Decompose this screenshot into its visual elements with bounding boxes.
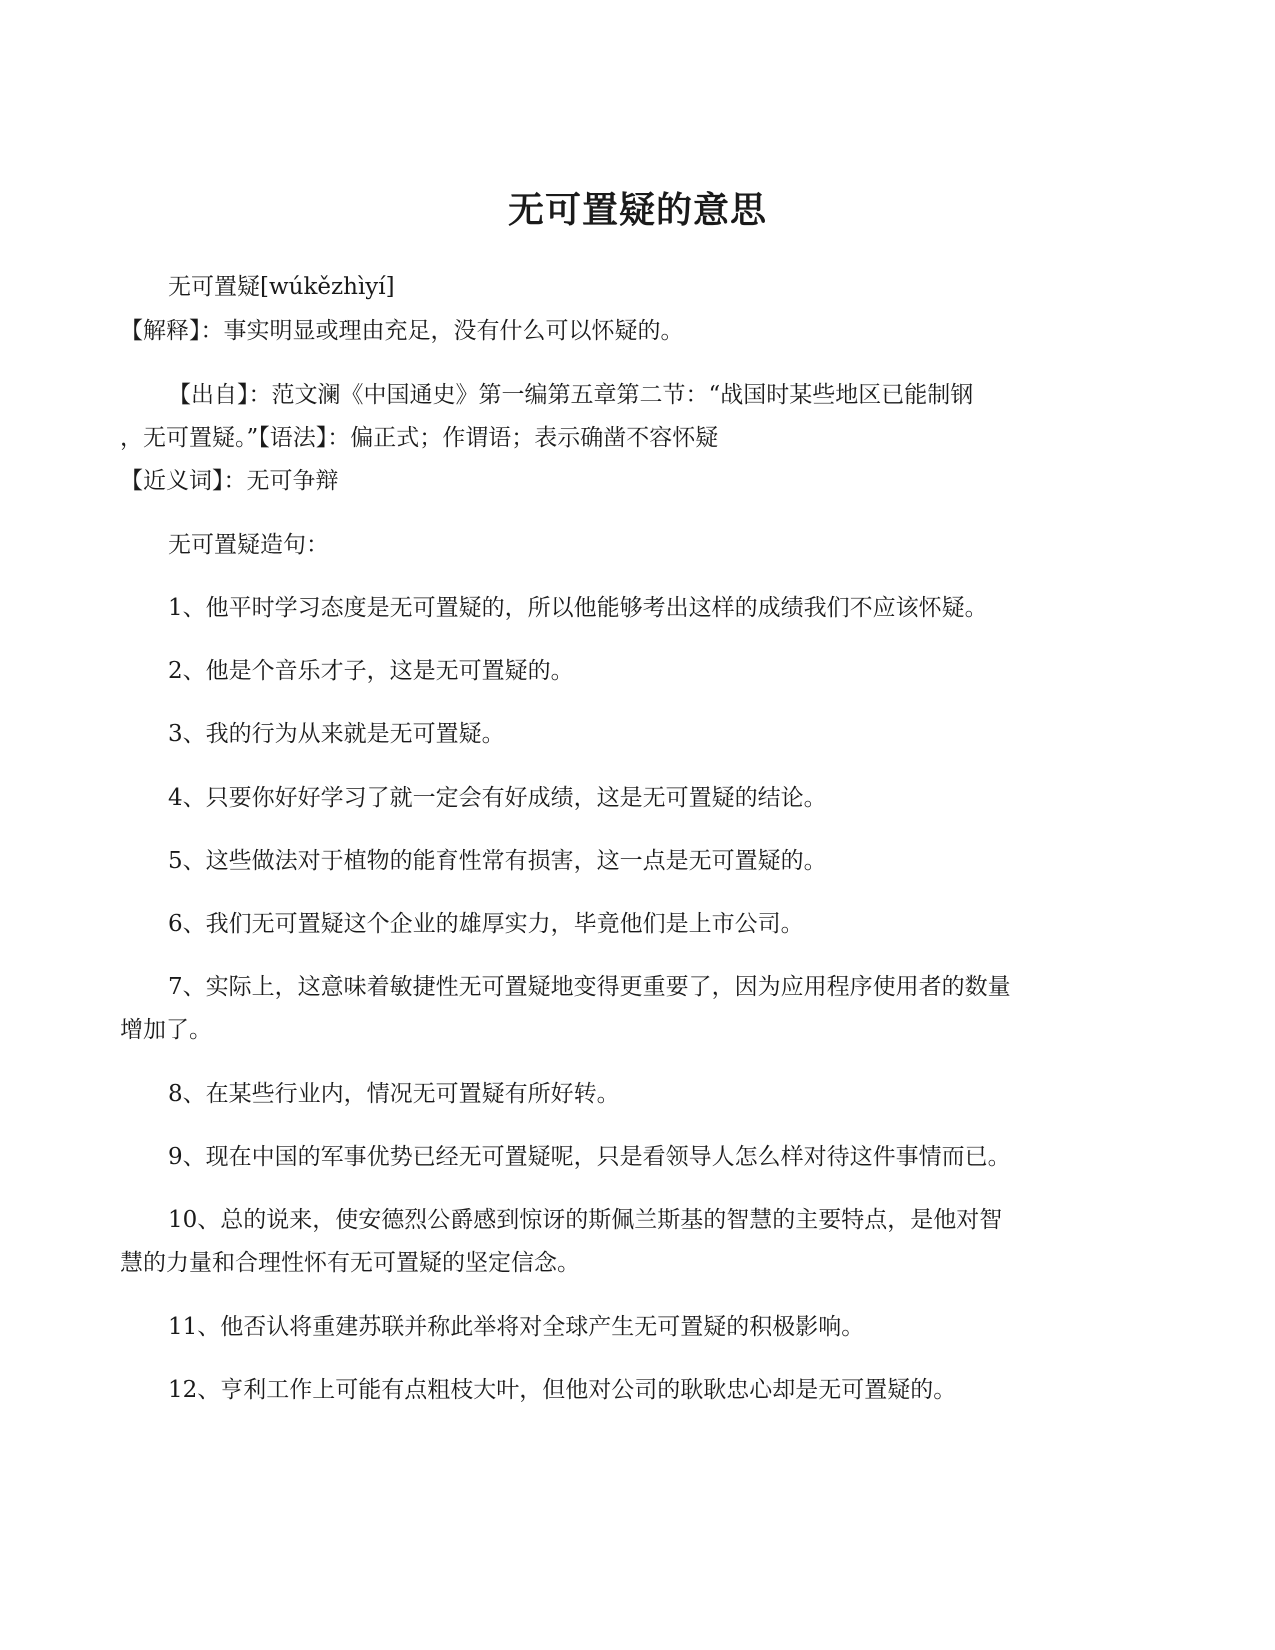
- example-item: 2、他是个音乐才子，这是无可置疑的。: [168, 658, 574, 684]
- example-item: 6、我们无可置疑这个企业的雄厚实力，毕竟他们是上市公司。: [168, 911, 804, 937]
- example-item: 10、总的说来，使安德烈公爵感到惊讶的斯佩兰斯基的智慧的主要特点，是他对智: [168, 1207, 1003, 1233]
- definition-line: 【解释】：事实明显或理由充足，没有什么可以怀疑的。: [120, 318, 684, 344]
- example-item: 4、只要你好好学习了就一定会有好成绩，这是无可置疑的结论。: [168, 785, 827, 811]
- example-item-continuation: 增加了。: [120, 1017, 212, 1043]
- page-title: 无可置疑的意思: [507, 189, 767, 231]
- pinyin-line: 无可置疑[wúkězhìyí]: [168, 274, 395, 300]
- source-line-1: 【出自】：范文澜《中国通史》第一编第五章第二节：“战国时某些地区已能制钢: [168, 382, 974, 408]
- example-item: 8、在某些行业内，情况无可置疑有所好转。: [168, 1081, 620, 1107]
- synonym-line: 【近义词】：无可争辩: [120, 468, 339, 494]
- example-item: 7、实际上，这意味着敏捷性无可置疑地变得更重要了，因为应用程序使用者的数量: [168, 974, 1011, 1000]
- source-line-2: ，无可置疑。”【语法】：偏正式；作谓语；表示确凿不容怀疑: [120, 425, 719, 451]
- example-item-continuation: 慧的力量和合理性怀有无可置疑的坚定信念。: [120, 1250, 580, 1276]
- examples-heading: 无可置疑造句：: [168, 532, 329, 558]
- example-item: 5、这些做法对于植物的能育性常有损害，这一点是无可置疑的。: [168, 848, 827, 874]
- example-item: 1、他平时学习态度是无可置疑的，所以他能够考出这样的成绩我们不应该怀疑。: [168, 595, 988, 621]
- example-item: 12、亨利工作上可能有点粗枝大叶，但他对公司的耿耿忠心却是无可置疑的。: [168, 1377, 957, 1403]
- example-item: 11、他否认将重建苏联并称此举将对全球产生无可置疑的积极影响。: [168, 1314, 865, 1340]
- example-item: 3、我的行为从来就是无可置疑。: [168, 721, 505, 747]
- example-item: 9、现在中国的军事优势已经无可置疑呢，只是看领导人怎么样对待这件事情而已。: [168, 1144, 1011, 1170]
